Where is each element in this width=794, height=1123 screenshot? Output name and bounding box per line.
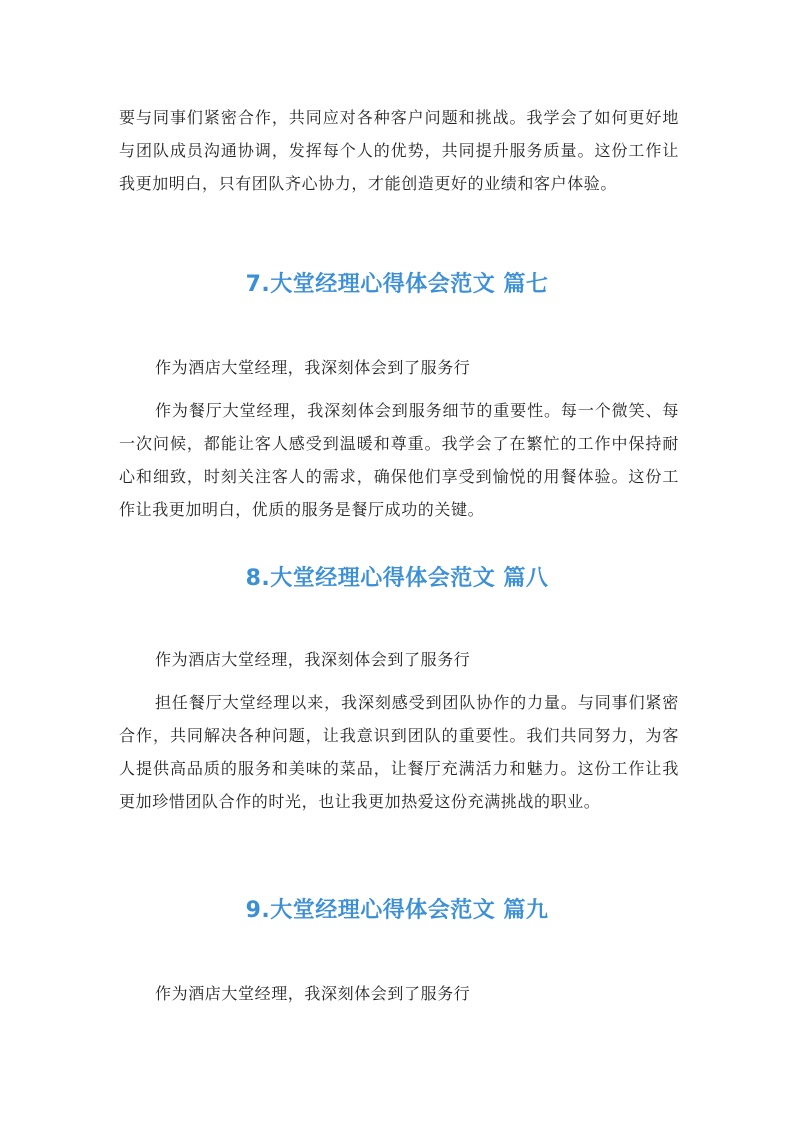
continued-paragraph: 要与同事们紧密合作，共同应对各种客户问题和挑战。我学会了如何更好地与团队成员沟通协调，发挥每个人的优势，共同提升服务质量。这份工作让我更加明白，只有团队齐心协力，才能创造更好的业绩和客户体验。 xyxy=(119,108,679,193)
section-8-paragraph: 担任餐厅大堂经理以来，我深刻感受到团队协作的力量。与同事们紧密合作，共同解决各种问题，让我意识到团队的重要性。我们共同努力，为客人提供高品质的服务和美味的菜品，让餐厅充满活力和魅力。这份工作让我更加珍惜团队合作的时光，也让我更加热爱这份充满挑战的职业。 xyxy=(119,693,679,811)
section-heading-9: 9.大堂经理心得体会范文 篇九 xyxy=(245,898,549,923)
section-7-paragraph: 作为餐厅大堂经理，我深刻体会到服务细节的重要性。每一个微笑、每一次问候，都能让客人感受到温暖和尊重。我学会了在繁忙的工作中保持耐心和细致，时刻关注客人的需求，确保他们享受到愉悦的用餐体验。这份工作让我更加明白，优质的服务是餐厅成功的关键。 xyxy=(119,401,679,519)
section-heading-8: 8.大堂经理心得体会范文 篇八 xyxy=(245,566,549,591)
section-9-intro: 作为酒店大堂经理，我深刻体会到了服务行 xyxy=(155,984,471,1003)
section-heading-7: 7.大堂经理心得体会范文 篇七 xyxy=(245,272,549,297)
section-7-intro: 作为酒店大堂经理，我深刻体会到了服务行 xyxy=(155,358,471,377)
section-8-intro: 作为酒店大堂经理，我深刻体会到了服务行 xyxy=(155,650,471,669)
